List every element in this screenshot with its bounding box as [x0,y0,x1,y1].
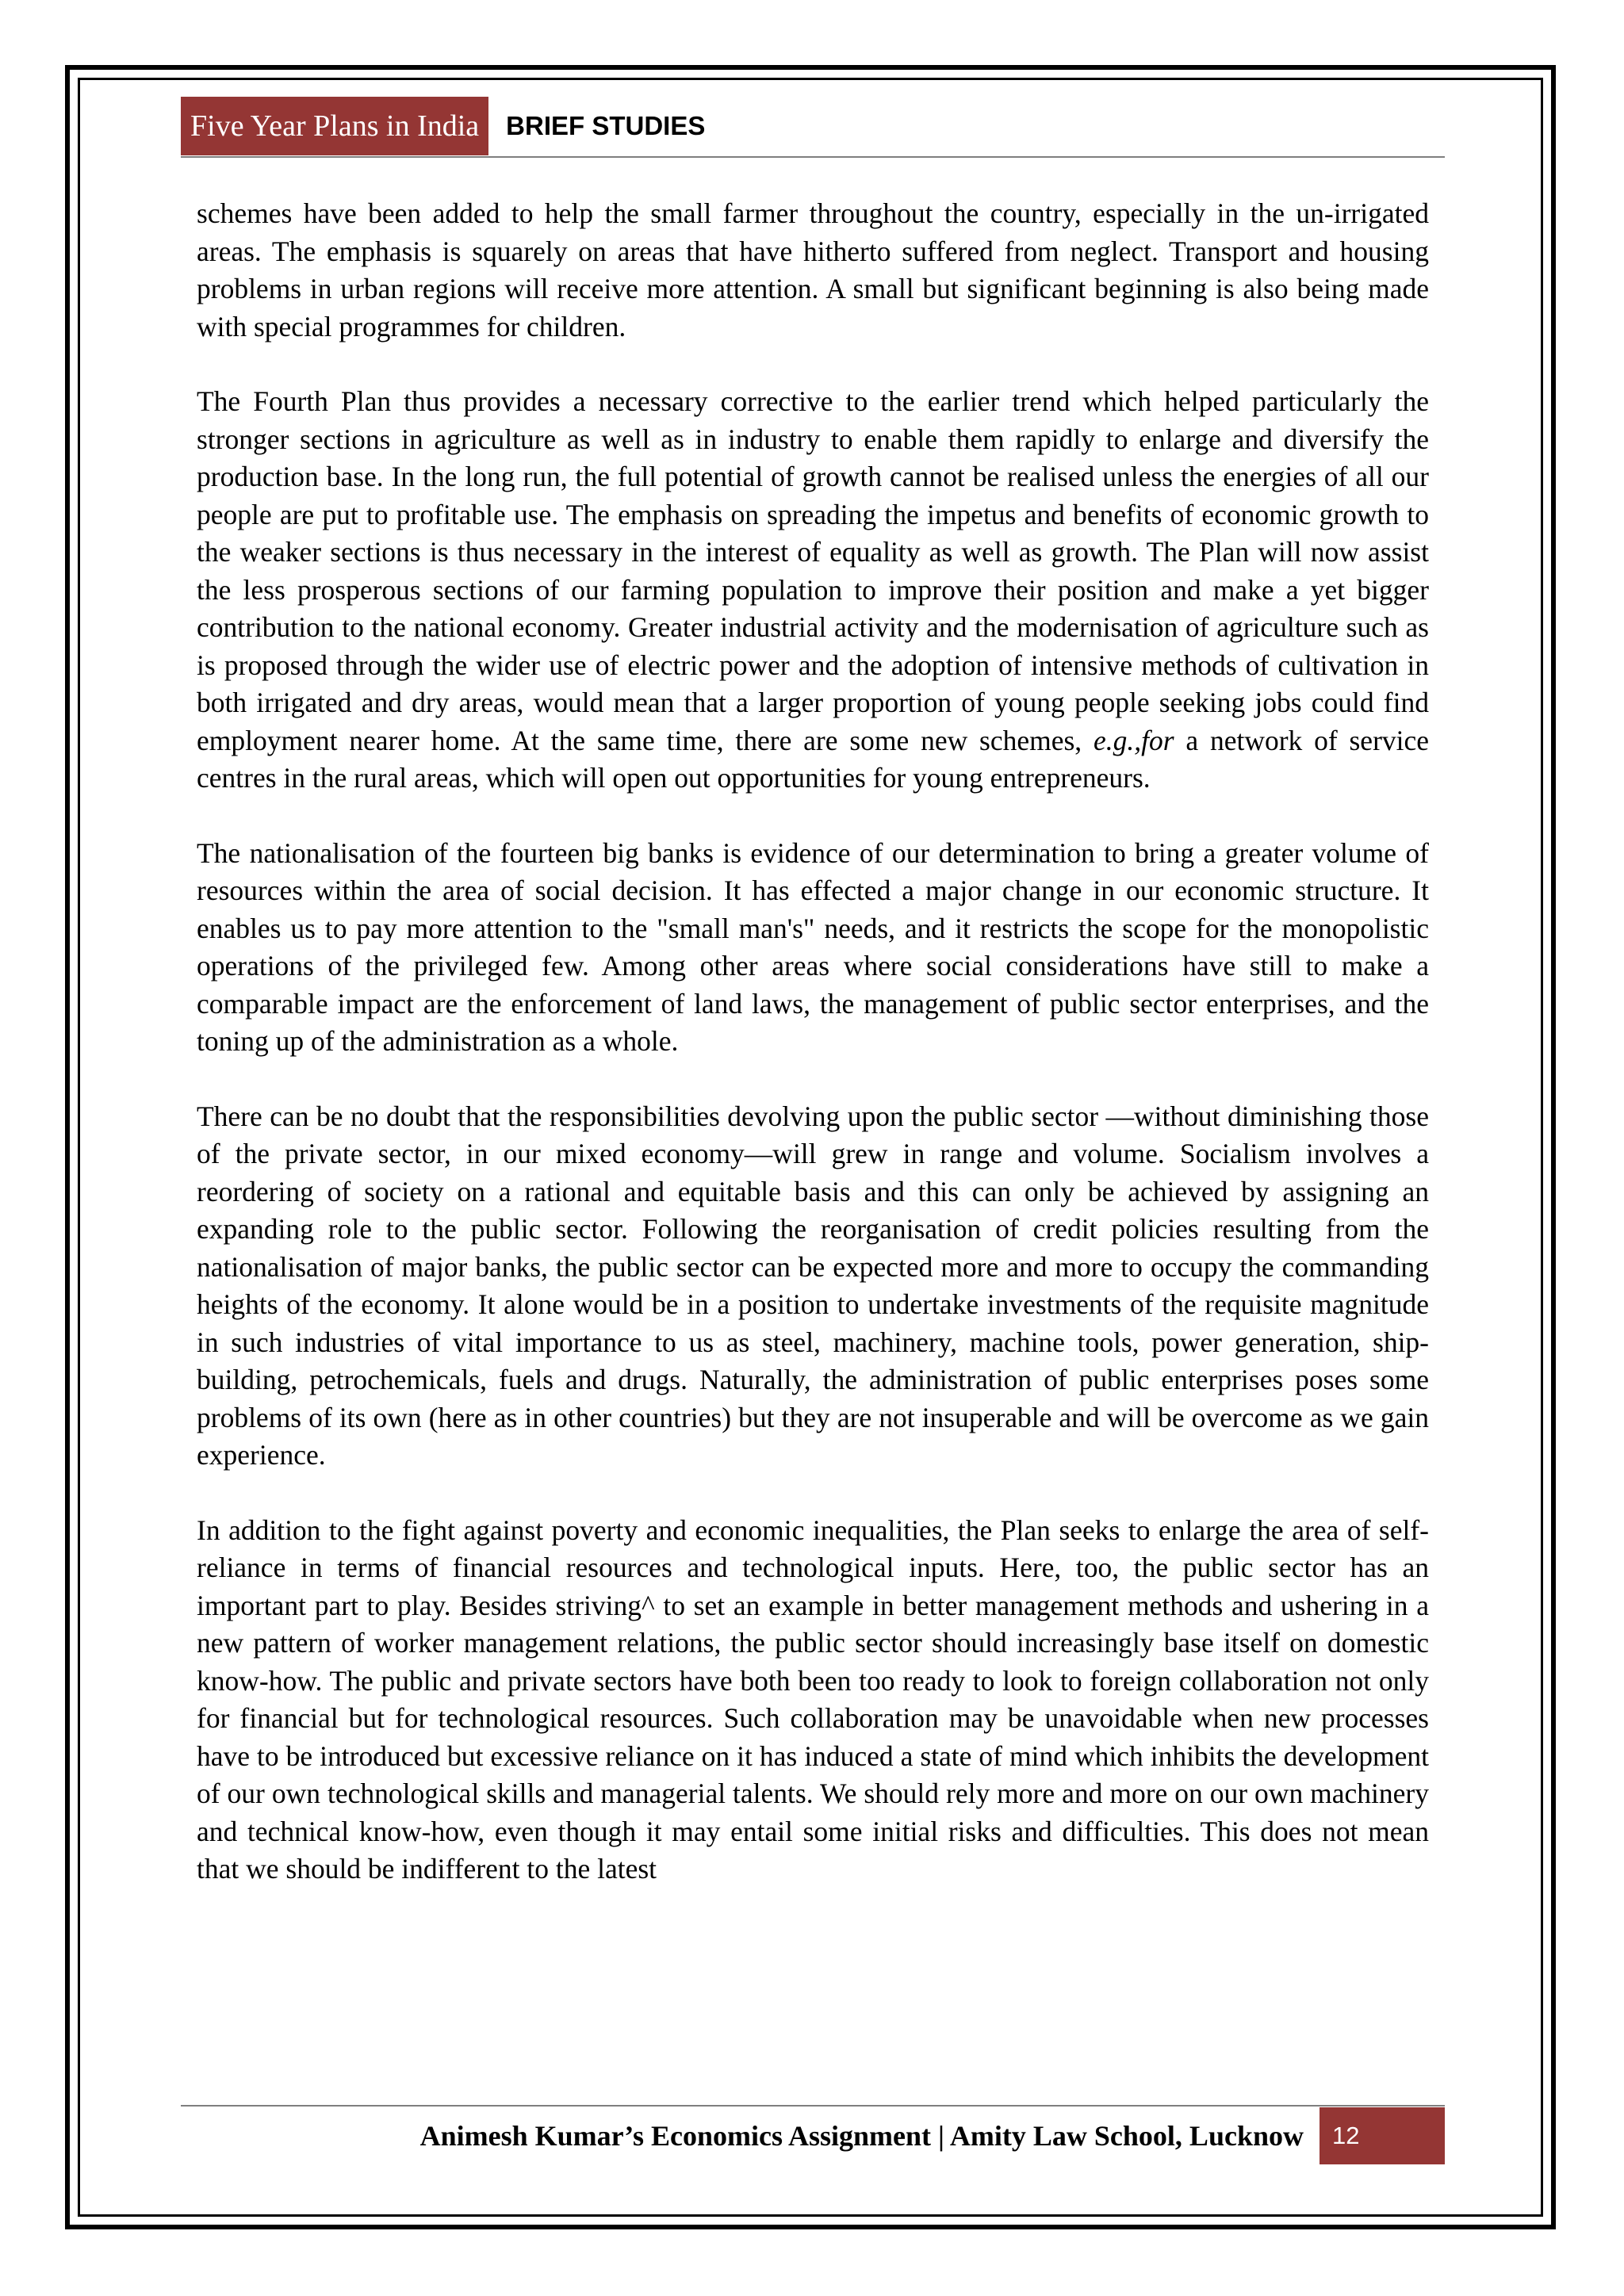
paragraph-2-italic: e.g.,for [1094,724,1174,756]
paragraph-2 [197,383,1429,798]
page-number: 12 [1320,2107,1445,2164]
header-subtitle: BRIEF STUDIES [506,111,706,140]
header-divider [181,156,1445,158]
page-footer [181,2107,1445,2164]
paragraph-4: There can be no doubt that the responsibilities devolving upon the public sector —without diminishing those of the private sector, in our mixed economy—will grew in range and volume. Socialism involves a reordering of society on a rational and equitable basis and this can only be achieved by assigning an expanding role to the public sector. Following the reorganisation of credit policies resulting from the nationalisation of major banks, the public sector can be expected more and more to occupy the commanding heights of the economy. It alone would be in a position to undertake investments of the requisite magnitude in such industries of vital importance to us as steel, machinery, machine tools, power generation, ship-building, petrochemicals, fuels and drugs. Naturally, the administration of public enterprises poses some problems of its own (here as in other countries) but they are not insuperable and will be overcome as we gain experience. [197,1100,1429,1471]
header-title: Five Year Plans in India [181,97,488,155]
paragraph-5: In addition to the fight against poverty and economic inequalities, the Plan seeks to enlarge the area of self-reliance in terms of financial resources and technological inputs. Here, too, the public sector has an important part to play. Besides striving^ to set an example in better management methods and ushering in a new pattern of worker management relations, the public sector should increasingly base itself on domestic know-how. The public and private sectors have both been too ready to look to foreign collaboration not only for financial but for technological resources. Such collaboration may be unavoidable when new processes have to be introduced but excessive reliance on it has induced a state of mind which inhibits the development of our own technological skills and managerial talents. We should rely more and more on our own machinery and technical know-how, even though it may entail some initial risks and difficulties. This does not mean that we should be indifferent to the latest [197,1513,1429,1885]
paragraph-2-text-before: The Fourth Plan thus provides a necessary corrective to the earlier trend which helped particularly the stronger sections in agriculture as well as in industry to enable them rapidly to enlarge and diversify the production base. In the long run, the full potential of growth cannot be realised unless the energies of all our people are put to profitable use. The emphasis on spreading the impetus and benefits of economic growth to the weaker sections is thus necessary in the interest of equality as well as growth. The Plan will now assist the less prosperous sections of our farming population to improve their position and make a yet bigger contribution to the national economy. Greater industrial activity and the modernisation of agriculture such as is proposed through the wider use of electric power and the adoption of intensive methods of cultivation in both irrigated and dry areas, would mean that a larger proportion of young people seeking jobs could find employment nearer home. At the same time, there are some new schemes, [197,385,1429,756]
paragraph-1: schemes have been added to help the small farmer throughout the country, especially in the un-irrigated areas. The emphasis is squarely on areas that have hitherto suffered from neglect. Transport and housing problems in urban regions will receive more attention. A small but significant beginning is also being made with special programmes for children. [197,197,1429,342]
page-header [181,97,1445,159]
body-text [197,195,1429,1926]
footer-text: Animesh Kumar’s Economics Assignment | Amity Law School, Lucknow [419,2120,1304,2152]
footer-divider [181,2105,1445,2107]
paragraph-3: The nationalisation of the fourteen big banks is evidence of our determination to bring a greater volume of resources within the area of social decision. It has effected a major change in our economic structure. It enables us to pay more attention to the "small man's" needs, and it restricts the scope for the monopolistic operations of the privileged few. Among other areas where social considerations have still to make a comparable impact are the enforcement of land laws, the management of public sector enterprises, and the toning up of the administration as a whole. [197,836,1429,1057]
paragraph-2-text-after: a network of service centres in the rural areas, which will open out opportunities for young entrepreneurs. [197,724,1430,794]
